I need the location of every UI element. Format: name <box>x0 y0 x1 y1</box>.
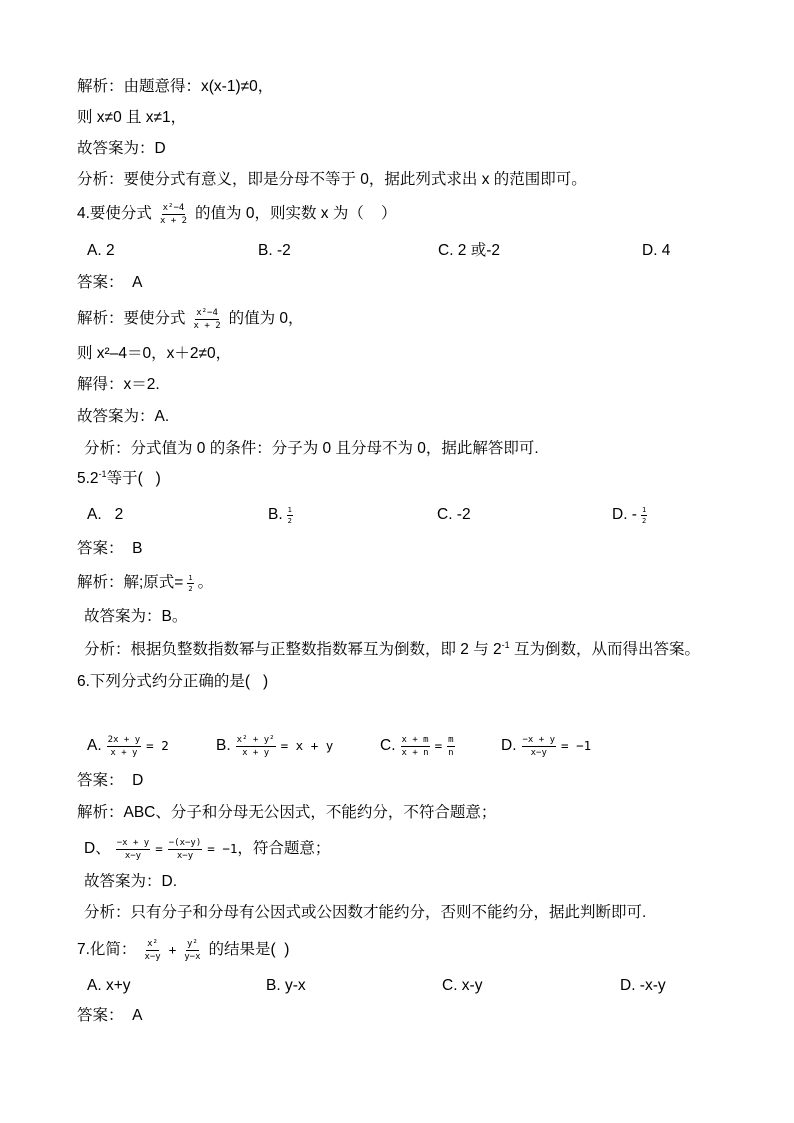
q5-stem-exponent: -1 <box>98 468 107 479</box>
fraction-numerator: x²−4 <box>162 202 185 213</box>
fraction-denominator: x−y <box>530 747 547 758</box>
option-label: C. <box>380 737 396 754</box>
q4-stem-pre: 4.要使分式 <box>77 205 152 222</box>
option-label: B. <box>216 737 231 754</box>
option-label: B. -2 <box>258 242 291 259</box>
q6-option-a-fraction <box>107 735 142 758</box>
q6-d-fraction-1 <box>116 838 151 861</box>
q4-answer: 答案： A <box>77 274 143 291</box>
q5-option-d <box>612 499 651 531</box>
q5-option-a <box>87 499 123 531</box>
q6-option-a <box>87 730 169 762</box>
q4-stem-fraction <box>159 203 188 226</box>
q5-note <box>84 640 700 660</box>
fraction-denominator: x + n <box>401 747 429 758</box>
fraction-numerator: −(x−y) <box>168 837 202 848</box>
fraction-numerator: x² <box>147 938 158 949</box>
q7-option-a <box>87 976 131 996</box>
q5-analysis-fraction <box>187 574 193 593</box>
fraction-numerator: −x + y <box>522 734 556 745</box>
fraction-numerator: −x + y <box>116 837 150 848</box>
option-rhs: = 2 <box>146 738 169 753</box>
option-label: D. 4 <box>642 242 671 259</box>
option-label: D. -x-y <box>620 977 666 994</box>
option-label: D. <box>501 737 517 754</box>
q6-conclusion: 故答案为：D. <box>84 873 178 890</box>
q5-conclusion: 故答案为：B。 <box>84 608 188 625</box>
q5-option-b <box>268 499 297 531</box>
q4-analysis-fraction <box>193 308 222 331</box>
q7-fraction-2 <box>183 939 201 962</box>
fraction-numerator: y² <box>186 938 198 949</box>
fraction-numerator: m <box>448 734 454 745</box>
option-rhs: = x + y <box>280 738 334 753</box>
q4-option-d <box>642 241 670 261</box>
q7-plus: + <box>168 942 177 957</box>
q4-stem <box>77 198 397 230</box>
q5-option-c <box>437 499 471 531</box>
q5-analysis <box>77 567 213 599</box>
q4-option-c <box>438 241 500 261</box>
fraction-numerator: x² + y² <box>236 734 275 745</box>
fraction-denominator: 2 <box>188 584 193 593</box>
option-label: B. <box>268 506 283 523</box>
q7-option-b <box>266 976 306 996</box>
prev-condition-line: 则 x≠0 且 x≠1， <box>77 109 187 126</box>
fraction-denominator: 2 <box>641 516 647 525</box>
prev-conclusion-line: 故答案为：D <box>77 140 166 157</box>
fraction-denominator: x−y <box>144 951 161 962</box>
option-label: A. <box>87 737 102 754</box>
q6-note: 分析：只有分子和分母有公因式或公因数才能约分，否则不能约分，据此判断即可. <box>84 904 647 921</box>
q6-options <box>77 730 777 762</box>
q7-fraction-1 <box>143 939 161 962</box>
q5-stem-post: 等于( ) <box>106 470 161 487</box>
fraction-numerator: 2x + y <box>107 734 141 745</box>
q5-stem-pre: 5.2 <box>77 470 99 487</box>
q6-d-derivation <box>84 833 330 865</box>
q6-option-b <box>216 730 333 762</box>
q7-stem-post: 的结果是( ) <box>208 941 290 958</box>
q6-answer: 答案： D <box>77 772 144 789</box>
q7-option-d <box>620 976 666 996</box>
q6-option-c-fraction <box>401 735 430 758</box>
fraction-numerator: 1 <box>641 505 647 514</box>
q6-d-result: = −1 <box>207 841 238 856</box>
q7-stem-pre: 7.化简： <box>77 941 137 958</box>
fraction-numerator: x²−4 <box>196 307 218 318</box>
q7-stem <box>77 934 289 966</box>
q5-note-pre: 分析：根据负整数指数幂与正整数指数幂互为倒数，即 2 与 2 <box>84 641 502 658</box>
q4-analysis-post: 的值为 0， <box>228 310 304 327</box>
q5-answer: 答案： B <box>77 540 143 557</box>
q6-d-post: ，符合题意； <box>237 840 331 857</box>
fraction-denominator: x + 2 <box>193 320 221 331</box>
q5-analysis-post: 。 <box>197 574 214 591</box>
fraction-denominator: y−x <box>184 951 201 962</box>
q7-options <box>77 976 777 996</box>
q4-analysis <box>77 303 304 335</box>
q4-step1: 则 x²–4＝0，x＋2≠0， <box>77 345 232 362</box>
option-label: D. - <box>612 506 637 523</box>
q4-options <box>77 241 777 261</box>
option-label: C. -2 <box>437 506 471 523</box>
q6-option-b-fraction <box>236 735 276 758</box>
q6-option-c-rhs-fraction <box>447 735 454 758</box>
option-label: A. x+y <box>87 977 131 994</box>
fraction-numerator: 1 <box>188 573 193 582</box>
q6-option-c <box>380 730 460 762</box>
q5-analysis-pre: 解析：解;原式= <box>77 574 184 591</box>
q6-option-d-fraction <box>522 735 557 758</box>
q6-option-d <box>501 730 591 762</box>
fraction-denominator: x + 2 <box>159 215 188 226</box>
q5-option-b-fraction <box>287 506 293 525</box>
option-label: C. x-y <box>442 977 483 994</box>
q4-note: 分析：分式值为 0 的条件：分子为 0 且分母不为 0，据此解答即可. <box>84 440 539 457</box>
q4-analysis-pre: 解析：要使分式 <box>77 310 186 327</box>
prev-note-line: 分析：要使分式有意义，即是分母不等于 0，据此列式求出 x 的范围即可。 <box>77 171 587 188</box>
q4-option-a <box>87 241 115 261</box>
option-label: A. 2 <box>87 506 124 523</box>
option-equals: = <box>434 738 443 753</box>
q6-analysis: 解析：ABC、分子和分母无公因式，不能约分，不符合题意； <box>77 804 497 821</box>
fraction-denominator: x + y <box>110 747 138 758</box>
q4-stem-post: 的值为 0，则实数 x 为（ ） <box>195 205 397 222</box>
q4-conclusion: 故答案为：A. <box>77 408 170 425</box>
fraction-denominator: n <box>448 747 454 758</box>
q5-note-post: 互为倒数，从而得出答案。 <box>509 641 700 658</box>
q6-d-label: D、 <box>84 840 111 857</box>
fraction-numerator: 1 <box>287 505 292 514</box>
option-label: A. 2 <box>87 242 115 259</box>
q4-option-b <box>258 241 291 261</box>
q6-d-fraction-2 <box>168 838 203 861</box>
fraction-numerator: x + m <box>401 734 429 745</box>
q6-stem: 6.下列分式约分正确的是( ) <box>77 673 269 690</box>
q5-stem <box>77 469 161 489</box>
option-rhs: = −1 <box>561 738 592 753</box>
fraction-denominator: x + y <box>242 747 270 758</box>
q5-note-exponent: -1 <box>501 639 510 650</box>
option-label: B. y-x <box>266 977 306 994</box>
option-label: C. 2 或-2 <box>438 242 501 259</box>
fraction-denominator: 2 <box>287 516 292 525</box>
q6-d-equals: = <box>155 841 163 856</box>
q7-option-c <box>442 976 482 996</box>
q5-option-d-fraction <box>641 506 647 525</box>
q7-answer: 答案： A <box>77 1007 143 1024</box>
fraction-denominator: x−y <box>124 850 142 861</box>
fraction-denominator: x−y <box>176 850 194 861</box>
q5-options <box>77 499 777 531</box>
q4-step2: 解得：x＝2. <box>77 376 160 393</box>
prev-analysis-line: 解析：由题意得：x(x-1)≠0， <box>77 78 274 95</box>
